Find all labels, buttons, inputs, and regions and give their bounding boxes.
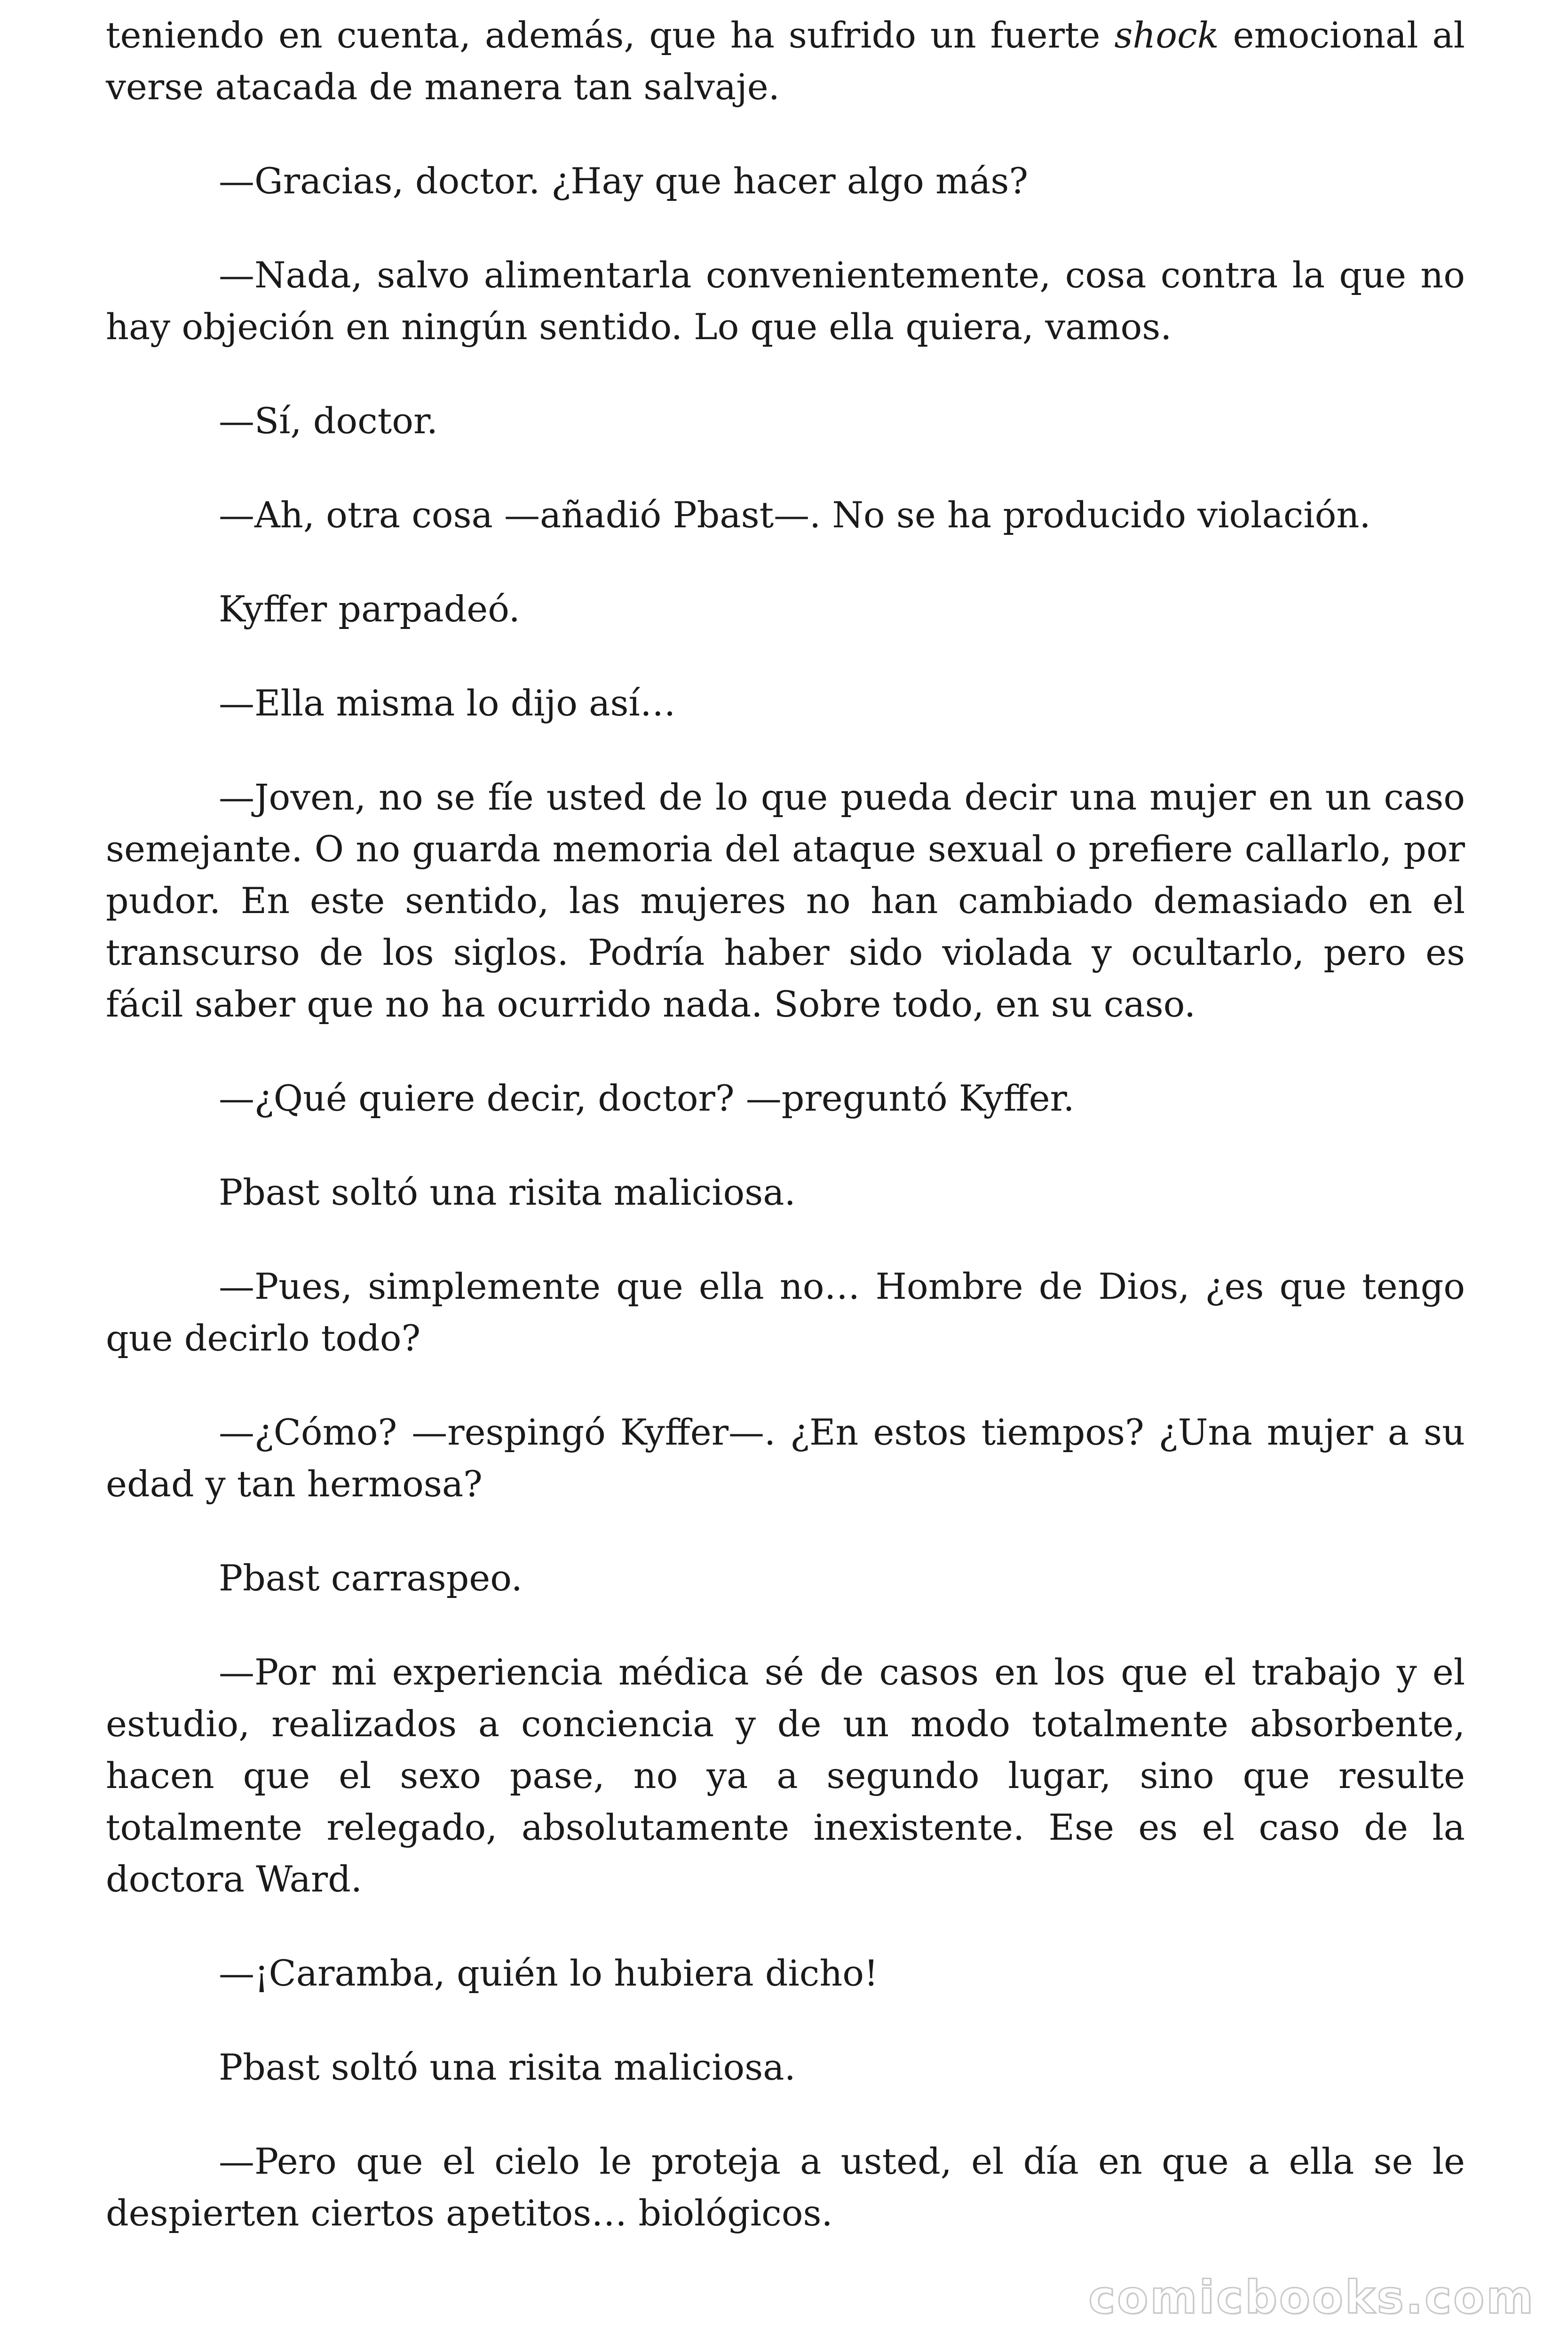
paragraph: —¿Qué quiere decir, doctor? —preguntó Kyffer.: [219, 1077, 1075, 1119]
text-column: [106, 9, 1465, 2281]
paragraph: —¿Cómo? —respingó Kyffer—. ¿En estos tiempos? ¿Una mujer a su edad y tan hermosa?: [106, 1411, 1465, 1505]
paragraph: —Gracias, doctor. ¿Hay que hacer algo más?: [219, 160, 1029, 202]
italic-text: shock: [1114, 14, 1219, 56]
paragraph: Pbast carraspeo.: [219, 1557, 523, 1599]
paragraph: —Ah, otra cosa —añadió Pbast—. No se ha producido violación.: [219, 494, 1371, 536]
paragraph: —Nada, salvo alimentarla convenientemente, cosa contra la que no hay objeción en ningún sentido. Lo que ella quiera, vamos.: [106, 254, 1465, 348]
paragraph: —Sí, doctor.: [219, 400, 438, 442]
paragraph: Pbast soltó una risita maliciosa.: [219, 1171, 796, 1213]
watermark: comicbooks.com: [1088, 2271, 1535, 2324]
paragraph: —Pero que el cielo le proteja a usted, el día en que a ella se le despierten ciertos apetitos… biológicos.: [106, 2140, 1465, 2234]
paragraph: Kyffer parpadeó.: [219, 588, 520, 630]
paragraph: Pbast soltó una risita maliciosa.: [219, 2046, 796, 2088]
paragraph: —¡Caramba, quién lo hubiera dicho!: [219, 1952, 879, 1994]
paragraph-text: teniendo en cuenta, además, que ha sufrido un fuerte: [106, 14, 1115, 56]
paragraph: —Pues, simplemente que ella no… Hombre de Dios, ¿es que tengo que decirlo todo?: [106, 1265, 1465, 1359]
paragraph: —Ella misma lo dijo así…: [219, 682, 676, 724]
paragraph-text: emocional al verse atacada de manera tan salvaje.: [106, 14, 1465, 108]
paragraph: [106, 9, 1465, 113]
paragraph: —Por mi experiencia médica sé de casos en los que el trabajo y el estudio, realizados a conciencia y de un modo totalmente absorbente, hacen que el sexo pase, no ya a segundo lugar, sino que resulte totalmente relegado, absolutamente inexistente. Ese es el caso de la doctora Ward.: [106, 1651, 1465, 1900]
paragraph: —Joven, no se fíe usted de lo que pueda decir una mujer en un caso semejante. O no guarda memoria del ataque sexual o prefiere callarlo, por pudor. En este sentido, las mujeres no han cambiado demasiado en el transcurso de los siglos. Podría haber sido violada y ocultarlo, pero es fácil saber que no ha ocurrido nada. Sobre todo, en su caso.: [106, 776, 1465, 1025]
